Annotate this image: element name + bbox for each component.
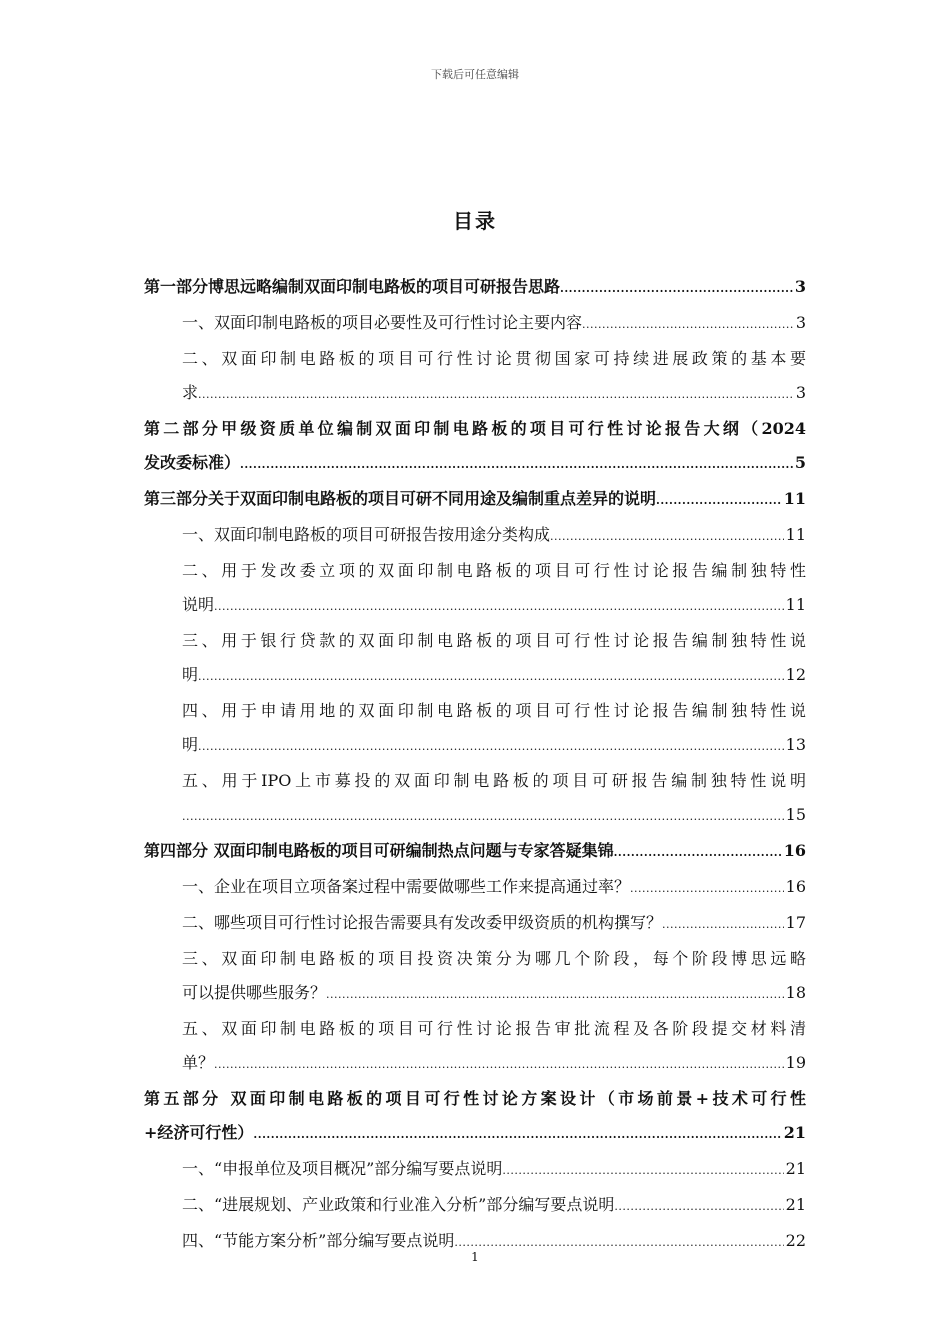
toc-page-number: 12 [785,665,806,684]
toc-entry-text: 一、双面印制电路板的项目必要性及可行性讨论主要内容 [182,313,583,332]
toc-page-number: 19 [785,1053,806,1072]
toc-page-number: 11 [783,489,806,508]
dot-leader [614,836,782,870]
toc-entry[interactable] [144,834,806,870]
toc-page-number: 16 [785,877,806,896]
toc-entry[interactable] [144,412,806,482]
toc-page-number: 3 [795,313,806,332]
toc-entry[interactable] [144,342,806,412]
toc-page-number: 21 [785,1195,806,1214]
toc-entry-line: 第二部分甲级资质单位编制双面印制电路板的项目可行性讨论报告大纲（2024 [144,419,806,438]
toc-entry[interactable] [144,624,806,694]
dot-leader [198,660,784,694]
page-header: 下载后可任意编辑 [431,68,519,81]
dot-leader [560,272,793,306]
toc-entry-text: 二、哪些项目可行性讨论报告需要具有发改委甲级资质的机构撰写？ [182,913,663,932]
toc-page-number: 11 [785,595,806,614]
table-of-contents [144,270,806,1260]
dot-leader [630,872,784,906]
toc-entry-text: 明 [182,735,199,754]
toc-entry-text: 二、“进展规划、产业政策和行业准入分析”部分编写要点说明 [182,1195,615,1214]
dot-leader [656,484,782,518]
toc-entry-text: 第四部分 双面印制电路板的项目可研编制热点问题与专家答疑集锦 [144,841,614,860]
toc-entry-text: 第一部分博思远略编制双面印制电路板的项目可研报告思路 [144,277,561,296]
toc-entry-text: +经济可行性） [144,1123,254,1142]
toc-entry[interactable] [144,270,806,306]
dot-leader [214,1048,784,1082]
dot-leader [214,590,784,624]
toc-entry-text: 一、“申报单位及项目概况”部分编写要点说明 [182,1159,503,1178]
dot-leader [614,1190,783,1224]
toc-page-number: 5 [794,453,806,472]
toc-entry[interactable] [144,1012,806,1082]
dot-leader [662,908,784,942]
dot-leader [550,520,784,554]
toc-entry-text: 单？ [182,1053,215,1072]
dot-leader [182,800,784,834]
toc-title: 目录 [453,209,497,233]
toc-entry-line: 第五部分 双面印制电路板的项目可行性讨论方案设计（市场前景+技术可行性 [144,1089,806,1108]
toc-entry-text: 一、双面印制电路板的项目可研报告按用途分类构成 [182,525,551,544]
toc-page-number: 3 [794,277,806,296]
toc-entry[interactable] [144,1152,806,1188]
toc-entry-line: 五、用于IPO上市募投的双面印制电路板的项目可研报告编制独特性说明 [182,771,806,790]
toc-entry-line: 三、用于银行贷款的双面印制电路板的项目可行性讨论报告编制独特性说 [182,631,806,650]
toc-page-number: 13 [785,735,806,754]
toc-page-number: 17 [785,913,806,932]
toc-page-number: 18 [785,983,806,1002]
toc-page-number: 15 [785,805,806,824]
toc-entry-text: 求 [182,383,199,402]
dot-leader [198,730,784,764]
toc-entry-text: 明 [182,665,199,684]
dot-leader [253,1118,781,1152]
toc-page-number: 21 [783,1123,806,1142]
toc-entry[interactable] [144,1082,806,1152]
toc-entry[interactable] [144,1188,806,1224]
toc-entry-text: 发改委标准） [144,453,241,472]
toc-entry[interactable] [144,942,806,1012]
page-number: 1 [471,1250,479,1264]
toc-entry[interactable] [144,906,806,942]
toc-entry-line: 五、双面印制电路板的项目可行性讨论报告审批流程及各阶段提交材料清 [182,1019,806,1038]
dot-leader [198,378,794,412]
toc-entry-text: 第三部分关于双面印制电路板的项目可研不同用途及编制重点差异的说明 [144,489,657,508]
toc-page-number: 16 [783,841,806,860]
toc-entry-text: 说明 [182,595,215,614]
toc-entry[interactable] [144,694,806,764]
toc-page-number: 22 [785,1231,806,1250]
toc-entry-line: 二、双面印制电路板的项目可行性讨论贯彻国家可持续进展政策的基本要 [182,349,806,368]
toc-entry-line: 四、用于申请用地的双面印制电路板的项目可行性讨论报告编制独特性说 [182,701,806,720]
toc-entry[interactable] [144,306,806,342]
toc-entry[interactable] [144,870,806,906]
toc-entry-line: 二、用于发改委立项的双面印制电路板的项目可行性讨论报告编制独特性 [182,561,806,580]
dot-leader [326,978,784,1012]
toc-entry-text: 一、企业在项目立项备案过程中需要做哪些工作来提高通过率？ [182,877,631,896]
toc-page-number: 21 [785,1159,806,1178]
toc-entry[interactable] [144,518,806,554]
dot-leader [240,448,793,482]
dot-leader [582,308,794,342]
toc-entry[interactable] [144,554,806,624]
toc-page-number: 3 [795,383,806,402]
toc-entry-line: 三、双面印制电路板的项目投资决策分为哪几个阶段，每个阶段博思远略 [182,949,806,968]
toc-entry-text: 可以提供哪些服务？ [182,983,327,1002]
toc-entry[interactable] [144,764,806,834]
toc-page-number: 11 [785,525,806,544]
dot-leader [502,1154,783,1188]
toc-entry[interactable] [144,482,806,518]
toc-entry-text: 四、“节能方案分析”部分编写要点说明 [182,1231,455,1250]
